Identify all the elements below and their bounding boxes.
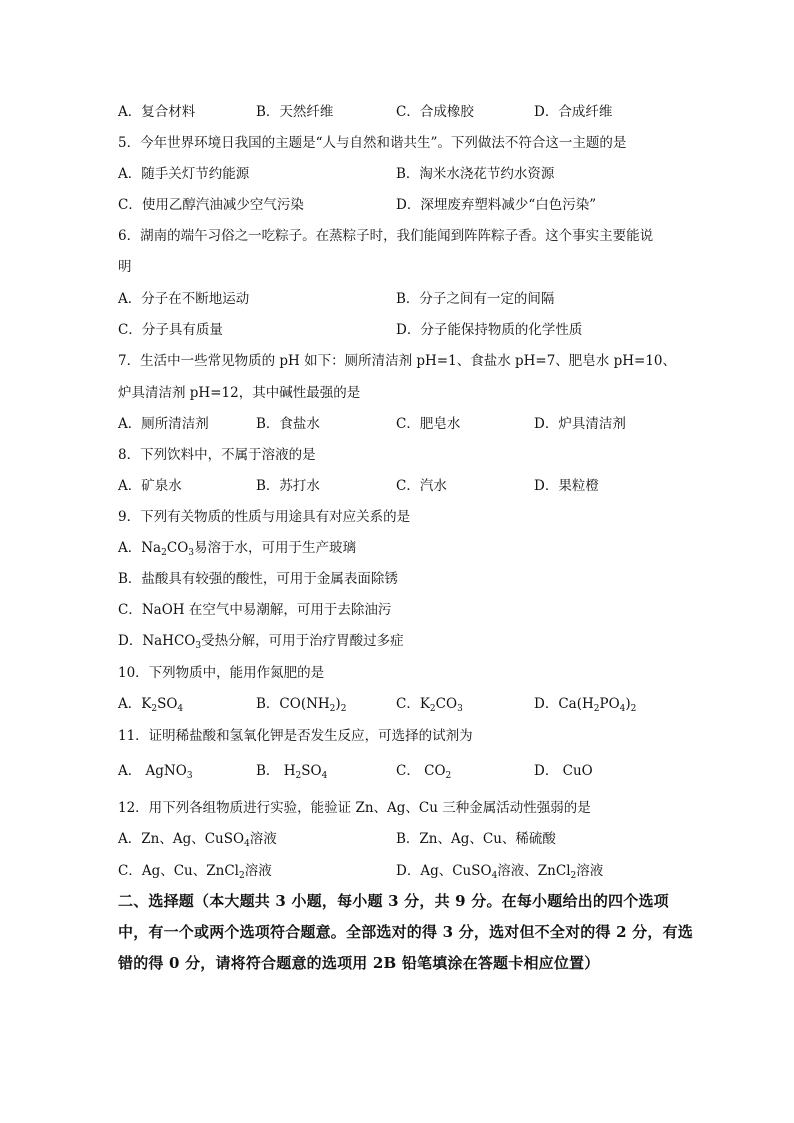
q5-option-b: B．淘米水浇花节约水资源 [396, 166, 555, 182]
q9-option-a: A．$Na_2CO_3$易溶于水，可用于生产玻璃 [118, 540, 356, 558]
q11-option-a: A． AgNO$_3$ [118, 763, 193, 781]
q9-option-c: C．NaOH 在空气中易潮解，可用于去除油污 [118, 602, 392, 618]
q7-option-b: B．食盐水 [256, 416, 320, 432]
q8-option-d: D．果粒橙 [534, 478, 599, 494]
q12-option-d: D．Ag、CuSO$_4$溶液、ZnCl$_2$溶液 [396, 863, 604, 881]
q5-option-d: D．深埋废弃塑料减少“白色污染” [396, 197, 597, 213]
q6-option-b: B．分子之间有一定的间隔 [396, 291, 555, 307]
q12-option-c: C．Ag、Cu、ZnCl$_2$溶液 [118, 863, 272, 881]
q4-option-d: D．合成纤维 [534, 104, 613, 120]
q7-option-d: D．炉具清洁剂 [534, 416, 626, 432]
section-2-heading: 二、选择题（本大题共 3 小题，每小题 3 分，共 9 分。在每小题给出的四个选项中，有一个或两个选项符合题意。全部选对的得 3 分，选对但不全对的得 2 分，有选错的得 0 分，请将符合题意的选项用 2B 铅笔填涂在答题卡相应位置） [118, 892, 693, 972]
q10-option-a: A．$K_2SO_4$ [118, 696, 184, 714]
q11-stem: 11．证明稀盐酸和氢氧化钾是否发生反应，可选择的试剂为 [118, 728, 473, 744]
q8-option-c: C．汽水 [396, 478, 447, 494]
q6-option-a: A．分子在不断地运动 [118, 291, 250, 307]
q5-option-a: A．随手关灯节约能源 [118, 166, 250, 182]
q5-options-row2 [118, 197, 698, 213]
q8-options [118, 478, 698, 494]
q5-option-c: C．使用乙醇汽油减少空气污染 [118, 197, 304, 213]
q6-stem-continued: 明 [118, 259, 132, 275]
q6-option-d: D．分子能保持物质的化学性质 [396, 322, 583, 338]
q11-option-b: B． $H_2SO_4$ [256, 763, 328, 781]
q7-option-c: C．肥皂水 [396, 416, 461, 432]
q12-options-row1 [118, 831, 698, 847]
q10-option-c: C．$K_2CO_3$ [396, 696, 463, 714]
q12-options-row2 [118, 863, 698, 879]
q12-option-a: A．Zn、Ag、CuSO$_4$溶液 [118, 831, 277, 849]
q6-stem: 6．湖南的端午习俗之一吃粽子。在蒸粽子时，我们能闻到阵阵粽子香。这个事实主要能说 [118, 228, 654, 244]
q11-option-c: C． $CO_2$ [396, 763, 452, 781]
q4-option-a: A．复合材料 [118, 104, 196, 120]
q8-option-b: B．苏打水 [256, 478, 320, 494]
q6-options-row1 [118, 291, 698, 307]
q5-options-row1 [118, 166, 698, 182]
q12-stem: 12．用下列各组物质进行实验，能验证 Zn、Ag、Cu 三种金属活动性强弱的是 [118, 800, 591, 816]
q6-option-c: C．分子具有质量 [118, 322, 223, 338]
q10-option-b: B．$CO(NH_2)_2$ [256, 696, 347, 714]
q8-option-a: A．矿泉水 [118, 478, 182, 494]
q11-options [118, 763, 698, 779]
q5-stem: 5．今年世界环境日我国的主题是“人与自然和谐共生”。下列做法不符合这一主题的是 [118, 135, 627, 151]
q4-option-c: C．合成橡胶 [396, 104, 474, 120]
q10-options [118, 696, 698, 712]
q8-stem: 8．下列饮料中，不属于溶液的是 [118, 447, 316, 463]
q7-options [118, 416, 698, 432]
q12-option-b: B．Zn、Ag、Cu、稀硫酸 [396, 831, 556, 847]
q11-option-d: D． CuO [534, 763, 593, 779]
q4-option-b: B．天然纤维 [256, 104, 334, 120]
q10-stem: 10．下列物质中，能用作氮肥的是 [118, 665, 325, 681]
q7-option-a: A．厕所清洁剂 [118, 416, 209, 432]
q7-stem: 7．生活中一些常见物质的 pH 如下：厕所清洁剂 pH=1、食盐水 pH=7、肥皂水 pH=10、 [118, 353, 676, 369]
q6-options-row2 [118, 322, 698, 338]
q9-option-d: D．NaHCO$_3$受热分解，可用于治疗胃酸过多症 [118, 633, 404, 651]
q9-stem: 9．下列有关物质的性质与用途具有对应关系的是 [118, 509, 411, 525]
q4-options [118, 104, 698, 120]
q7-stem-continued: 炉具清洁剂 pH=12，其中碱性最强的是 [118, 385, 361, 401]
q10-option-d: D．$Ca(H_2PO_4)_2$ [534, 696, 637, 714]
q9-option-b: B．盐酸具有较强的酸性，可用于金属表面除锈 [118, 571, 398, 587]
